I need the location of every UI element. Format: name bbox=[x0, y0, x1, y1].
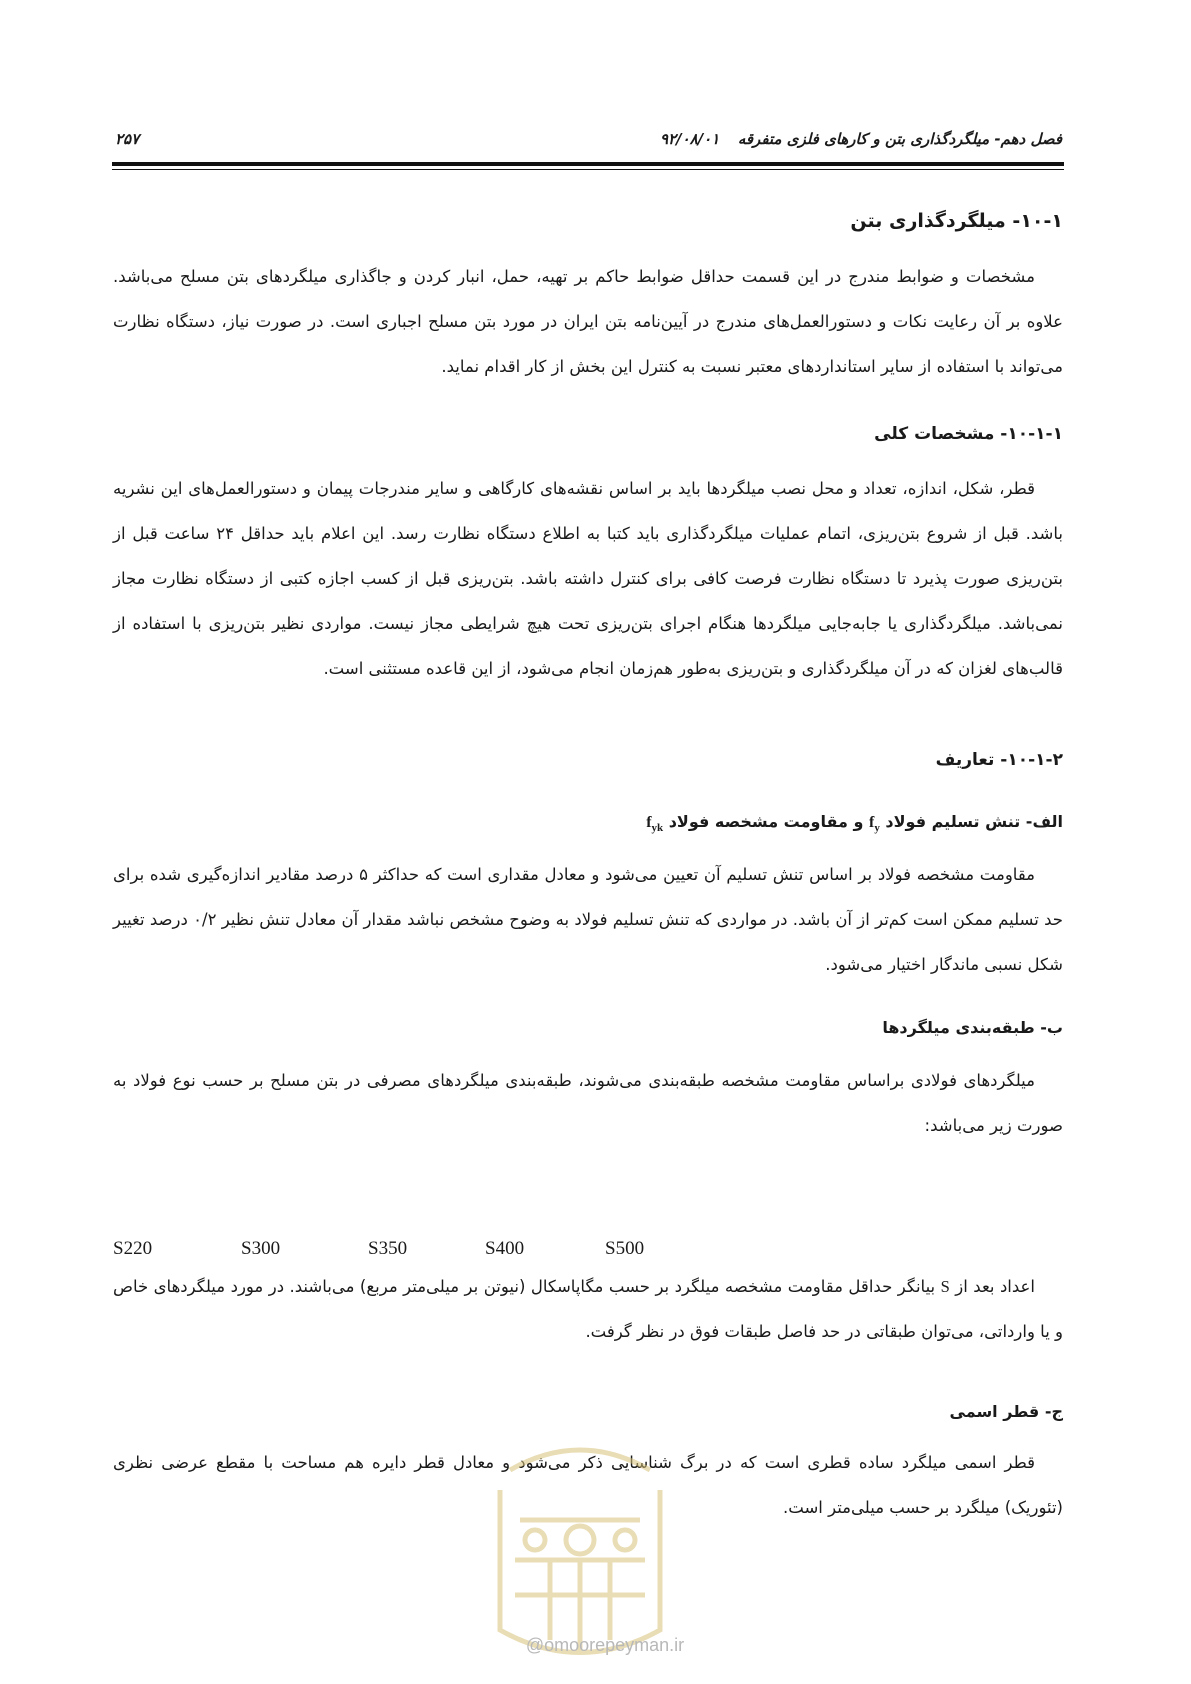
website-watermark: @omoorepeyman.ir bbox=[525, 1635, 685, 1655]
fyk-symbol: $f_{yk}$ bbox=[646, 814, 664, 835]
definition-a-text: مقاومت مشخصه فولاد بر اساس تنش تسلیم آن تعیین می‌شود و معادل مقداری است که حداکثر ۵ درصد مقادیر اندازه‌گیری شده برای حد تسلیم ممکن است کم‌تر از آن باشد. در مواردی که تنش تسلیم فولاد به وضوح مشخص نباشد مقدار آن معادل تنش نظیر ۰/۲ درصد تغییر شکل نسبی ماندگار اختیار می‌شود. bbox=[113, 865, 1063, 974]
steel-class: S350 bbox=[368, 1238, 408, 1259]
definition-b-note: اعداد بعد از S بیانگر حداقل مقاومت مشخصه میلگرد بر حسب مگاپاسکال (نیوتن بر میلی‌متر مربع) می‌باشند. در مورد میلگردهای خاص و یا وارداتی، می‌توان طبقاتی در حد فاصل طبقات فوق در نظر گرفت. bbox=[113, 1277, 1063, 1341]
subsection-2-title: ۱۰-۱-۲- تعاریف bbox=[935, 750, 1063, 770]
section-title: ۱۰-۱- میلگردگذاری بتن bbox=[850, 210, 1063, 232]
chapter-title: فصل دهم- میلگردگذاری بتن و کارهای فلزی متفرقه bbox=[737, 130, 1062, 148]
section-intro-text: مشخصات و ضوابط مندرج در این قسمت حداقل ضوابط حاکم بر تهیه، حمل، انبار کردن و جاگذاری میلگردهای بتن مسلح می‌باشد. علاوه بر آن رعایت نکات و دستورالعمل‌های مندرج در آیین‌نامه بتن ایران در مورد بتن مسلح اجباری است. در صورت نیاز، دستگاه نظارت می‌تواند با استفاده از سایر استانداردهای معتبر نسبت به کنترل این بخش از کار اقدام نماید. bbox=[113, 267, 1063, 376]
subsection-1-paragraph bbox=[113, 466, 1063, 691]
definition-b-paragraph bbox=[113, 1058, 1063, 1148]
definition-c-text: قطر اسمی میلگرد ساده قطری است که در برگ شناسایی ذکر می‌شود و معادل قطر دایره هم مساحت با مقطع عرضی نظری (تئوریک) میلگرد بر حسب میلی‌متر است. bbox=[113, 1453, 1063, 1517]
fy-symbol: $f_y$ bbox=[869, 814, 880, 835]
subsection-1-title: ۱۰-۱-۱- مشخصات کلی bbox=[874, 424, 1063, 444]
definition-b-text: میلگردهای فولادی براساس مقاومت مشخصه طبقه‌بندی می‌شوند، طبقه‌بندی میلگردهای مصرفی در بتن مسلح بر حسب نوع فولاد به صورت زیر می‌باشد: bbox=[113, 1071, 1063, 1135]
steel-class: S220 bbox=[113, 1238, 153, 1259]
definition-b-title: ب- طبقه‌بندی میلگردها bbox=[882, 1018, 1063, 1037]
subsection-1-text: قطر، شکل، اندازه، تعداد و محل نصب میلگردها باید بر اساس نقشه‌های کارگاهی و سایر مندرجات پیمان و دستورالعمل‌های این نشریه باشد. قبل از شروع بتن‌ریزی، اتمام عملیات میلگردگذاری باید کتبا به اطلاع دستگاه نظارت رسد. این اعلام باید حداقل ۲۴ ساعت قبل از بتن‌ریزی صورت پذیرد تا دستگاه نظارت فرصت کافی برای کنترل داشته باشد. بتن‌ریزی قبل از کسب اجازه کتبی از دستگاه نظارت مجاز نمی‌باشد. میلگردگذاری یا جابه‌جایی میلگردها هنگام اجرای بتن‌ریزی تحت هیچ شرایطی مجاز نیست. مواردی نظیر بتن‌ریزی با استفاده از قالب‌های لغزان که در آن میلگردگذاری و بتن‌ریزی به‌طور هم‌زمان انجام می‌شود، از این قاعده مستثنی است. bbox=[113, 479, 1063, 678]
steel-class: S400 bbox=[485, 1238, 525, 1259]
steel-class: S300 bbox=[241, 1238, 281, 1259]
header-rule-thin bbox=[112, 169, 1064, 170]
revision-date: ۹۲/۰۸/۰۱ bbox=[660, 130, 720, 148]
steel-class: S500 bbox=[605, 1238, 645, 1259]
header-rule-thick bbox=[112, 162, 1064, 166]
definition-a-paragraph bbox=[113, 852, 1063, 987]
definition-a-title: الف- تنش تسلیم فولاد $f_y$ و مقاومت مشخصه فولاد $f_{yk}$ bbox=[646, 812, 1063, 835]
page-number: ۲۵۷ bbox=[115, 130, 140, 148]
section-intro-paragraph bbox=[113, 254, 1063, 389]
definition-c-title: ج- قطر اسمی bbox=[949, 1402, 1063, 1421]
steel-classes-row bbox=[113, 1238, 713, 1266]
running-header bbox=[115, 130, 1062, 156]
